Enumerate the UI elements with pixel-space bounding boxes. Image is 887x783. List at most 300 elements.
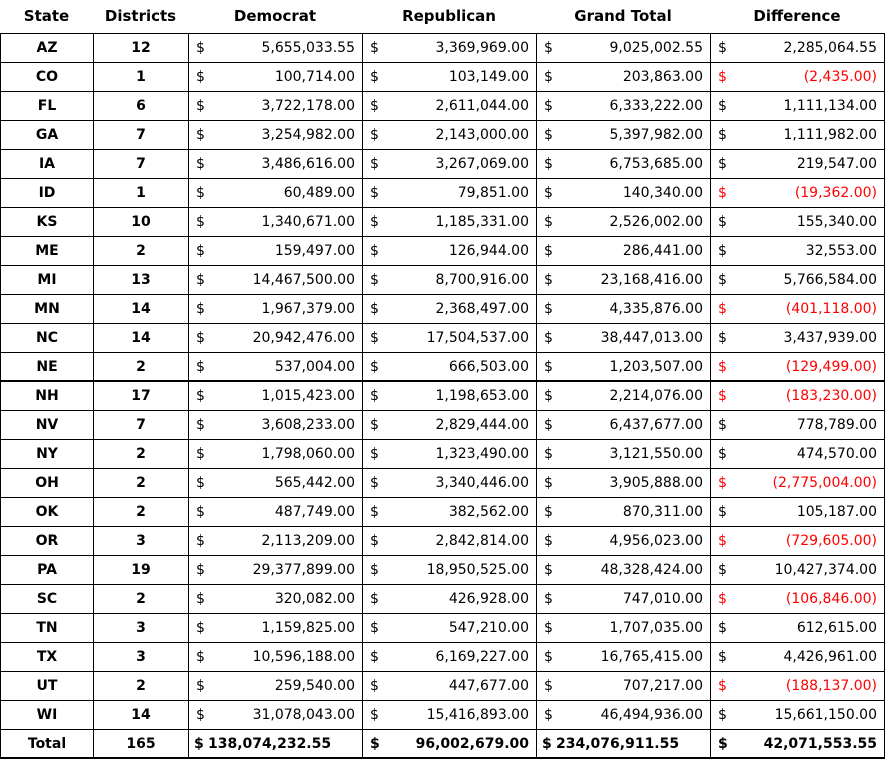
republican-cell[interactable]: [363, 237, 537, 265]
amount: 487,749.00: [274, 504, 355, 520]
grand-total-cell[interactable]: [537, 643, 711, 671]
table-row: [1, 63, 885, 92]
democrat-cell[interactable]: [189, 527, 363, 555]
republican-cell[interactable]: [363, 701, 537, 729]
democrat-cell[interactable]: [189, 324, 363, 352]
amount: 426,928.00: [448, 591, 529, 607]
districts-cell[interactable]: 3: [94, 643, 189, 671]
republican-cell[interactable]: [363, 643, 537, 671]
difference-cell[interactable]: [711, 701, 885, 729]
grand-total-cell[interactable]: [537, 208, 711, 236]
data-grid: [0, 33, 885, 759]
state-cell[interactable]: UT: [1, 672, 94, 700]
amount: 4,335,876.00: [609, 301, 703, 317]
table-row: [1, 672, 885, 701]
amount: 3,437,939.00: [783, 330, 877, 346]
amount: 1,203,507.00: [609, 359, 703, 375]
difference-cell[interactable]: [711, 150, 885, 178]
currency-symbol: $: [196, 620, 205, 636]
currency-symbol: $: [544, 417, 553, 433]
republican-cell[interactable]: [363, 498, 537, 526]
currency-symbol: $: [196, 504, 205, 520]
state-cell[interactable]: NH: [1, 382, 94, 410]
table-row: [1, 614, 885, 643]
currency-symbol: $: [370, 40, 379, 56]
state-cell[interactable]: CO: [1, 63, 94, 91]
amount: 1,159,825.00: [261, 620, 355, 636]
grand-total-cell[interactable]: [537, 585, 711, 613]
state-cell[interactable]: ID: [1, 179, 94, 207]
difference-cell[interactable]: [711, 266, 885, 294]
districts-cell[interactable]: 10: [94, 208, 189, 236]
republican-cell[interactable]: [363, 353, 537, 381]
state-cell[interactable]: NV: [1, 411, 94, 439]
amount: 1,185,331.00: [435, 214, 529, 230]
grand-total-cell[interactable]: [537, 121, 711, 149]
state-cell[interactable]: NE: [1, 353, 94, 381]
currency-symbol: $: [544, 243, 553, 259]
grand-total-cell[interactable]: [537, 237, 711, 265]
currency-symbol: $: [544, 678, 553, 694]
state-cell[interactable]: KS: [1, 208, 94, 236]
state-cell[interactable]: SC: [1, 585, 94, 613]
currency-symbol: $: [718, 98, 727, 114]
democrat-cell[interactable]: [189, 469, 363, 497]
grand-total-cell[interactable]: [537, 672, 711, 700]
republican-cell[interactable]: [363, 672, 537, 700]
republican-cell[interactable]: [363, 440, 537, 468]
currency-symbol: $: [718, 272, 727, 288]
difference-cell[interactable]: [711, 614, 885, 642]
republican-cell[interactable]: [363, 556, 537, 584]
grand-total-cell[interactable]: [537, 324, 711, 352]
table-row: [1, 208, 885, 237]
republican-cell[interactable]: [363, 34, 537, 62]
currency-symbol: $: [544, 707, 553, 723]
state-cell[interactable]: NY: [1, 440, 94, 468]
difference-cell[interactable]: [711, 440, 885, 468]
amount: 1,323,490.00: [435, 446, 529, 462]
currency-symbol: $: [196, 417, 205, 433]
table-row: [1, 34, 885, 63]
currency-symbol: $: [544, 272, 553, 288]
republican-cell[interactable]: [363, 266, 537, 294]
amount: 2,842,814.00: [435, 533, 529, 549]
amount: 474,570.00: [796, 446, 877, 462]
amount: 2,143,000.00: [435, 127, 529, 143]
difference-cell[interactable]: [711, 208, 885, 236]
amount: 32,553.00: [805, 243, 877, 259]
grand-total-cell[interactable]: [537, 63, 711, 91]
difference-cell[interactable]: [711, 353, 885, 381]
districts-cell[interactable]: 2: [94, 440, 189, 468]
difference-cell[interactable]: [711, 672, 885, 700]
state-cell[interactable]: AZ: [1, 34, 94, 62]
democrat-cell[interactable]: [189, 34, 363, 62]
districts-cell[interactable]: 14: [94, 324, 189, 352]
amount: 4,426,961.00: [783, 649, 877, 665]
difference-cell[interactable]: [711, 324, 885, 352]
difference-cell[interactable]: [711, 411, 885, 439]
currency-symbol: $: [544, 185, 553, 201]
amount: 320,082.00: [274, 591, 355, 607]
difference-cell[interactable]: [711, 585, 885, 613]
republican-cell[interactable]: [363, 324, 537, 352]
currency-symbol: $: [196, 98, 205, 114]
header-grand-total[interactable]: Grand Total: [574, 7, 672, 25]
republican-cell[interactable]: [363, 730, 537, 758]
table-row: [1, 469, 885, 498]
currency-symbol: $: [370, 214, 379, 230]
amount: 3,608,233.00: [261, 417, 355, 433]
currency-symbol: $: [370, 185, 379, 201]
democrat-cell[interactable]: [189, 556, 363, 584]
amount: 1,015,423.00: [261, 388, 355, 404]
democrat-cell[interactable]: [189, 614, 363, 642]
districts-cell[interactable]: 1: [94, 63, 189, 91]
amount: 1,707,035.00: [609, 620, 703, 636]
difference-cell[interactable]: [711, 295, 885, 323]
democrat-cell[interactable]: [189, 411, 363, 439]
democrat-cell[interactable]: [189, 295, 363, 323]
amount: 2,829,444.00: [435, 417, 529, 433]
difference-cell[interactable]: [711, 121, 885, 149]
amount: 6,437,677.00: [609, 417, 703, 433]
amount: 234,076,911.55: [556, 736, 680, 752]
republican-cell[interactable]: [363, 208, 537, 236]
amount: 29,377,899.00: [252, 562, 355, 578]
currency-symbol: $: [718, 359, 727, 375]
democrat-cell[interactable]: [189, 92, 363, 120]
currency-symbol: $: [544, 504, 553, 520]
currency-symbol: $: [370, 620, 379, 636]
amount: 10,427,374.00: [774, 562, 877, 578]
header-districts[interactable]: Districts: [104, 7, 177, 25]
republican-cell[interactable]: [363, 92, 537, 120]
amount: 3,340,446.00: [435, 475, 529, 491]
amount: 42,071,553.55: [763, 736, 877, 752]
districts-cell[interactable]: 3: [94, 527, 189, 555]
currency-symbol: $: [370, 591, 379, 607]
democrat-cell[interactable]: [189, 701, 363, 729]
districts-cell[interactable]: 14: [94, 295, 189, 323]
democrat-cell[interactable]: [189, 730, 363, 758]
districts-cell[interactable]: 6: [94, 92, 189, 120]
grand-total-cell[interactable]: [537, 498, 711, 526]
democrat-cell[interactable]: [189, 353, 363, 381]
amount: 9,025,002.55: [609, 40, 703, 56]
difference-cell[interactable]: [711, 92, 885, 120]
difference-cell[interactable]: [711, 237, 885, 265]
amount: 17,504,537.00: [426, 330, 529, 346]
democrat-cell[interactable]: [189, 179, 363, 207]
total-row: [1, 730, 885, 759]
amount: 3,254,982.00: [261, 127, 355, 143]
districts-cell[interactable]: 2: [94, 353, 189, 381]
republican-cell[interactable]: [363, 179, 537, 207]
currency-symbol: $: [718, 736, 728, 752]
grand-total-cell[interactable]: [537, 266, 711, 294]
amount: 60,489.00: [283, 185, 355, 201]
difference-cell[interactable]: [711, 643, 885, 671]
difference-cell[interactable]: [711, 179, 885, 207]
amount: 140,340.00: [622, 185, 703, 201]
state-cell[interactable]: OK: [1, 498, 94, 526]
democrat-cell[interactable]: [189, 672, 363, 700]
difference-cell[interactable]: [711, 498, 885, 526]
democrat-cell[interactable]: [189, 498, 363, 526]
state-cell[interactable]: MI: [1, 266, 94, 294]
democrat-cell[interactable]: [189, 237, 363, 265]
districts-cell[interactable]: 2: [94, 672, 189, 700]
amount: 138,074,232.55: [208, 736, 332, 752]
difference-cell[interactable]: [711, 730, 885, 758]
currency-symbol: $: [544, 127, 553, 143]
amount: 15,661,150.00: [774, 707, 877, 723]
table-row: [1, 643, 885, 672]
amount: 14,467,500.00: [252, 272, 355, 288]
grand-total-cell[interactable]: [537, 295, 711, 323]
table-row: [1, 440, 885, 469]
districts-cell[interactable]: 19: [94, 556, 189, 584]
state-cell[interactable]: PA: [1, 556, 94, 584]
currency-symbol: $: [196, 388, 205, 404]
amount: 565,442.00: [274, 475, 355, 491]
amount: 3,369,969.00: [435, 40, 529, 56]
amount: (183,230.00): [785, 388, 877, 404]
currency-symbol: $: [370, 69, 379, 85]
table-row: [1, 266, 885, 295]
amount: 447,677.00: [448, 678, 529, 694]
state-cell[interactable]: FL: [1, 92, 94, 120]
grand-total-cell[interactable]: [537, 353, 711, 381]
table-row: [1, 295, 885, 324]
districts-cell[interactable]: 12: [94, 34, 189, 62]
districts-cell[interactable]: 14: [94, 701, 189, 729]
amount: 1,340,671.00: [261, 214, 355, 230]
amount: 2,526,002.00: [609, 214, 703, 230]
amount: 3,905,888.00: [609, 475, 703, 491]
grand-total-cell[interactable]: [537, 34, 711, 62]
amount: 219,547.00: [796, 156, 877, 172]
districts-cell[interactable]: 2: [94, 498, 189, 526]
amount: 159,497.00: [274, 243, 355, 259]
democrat-cell[interactable]: [189, 208, 363, 236]
democrat-cell[interactable]: [189, 585, 363, 613]
table-row: [1, 701, 885, 730]
currency-symbol: $: [718, 446, 727, 462]
state-cell[interactable]: ME: [1, 237, 94, 265]
state-cell[interactable]: WI: [1, 701, 94, 729]
amount: 3,267,069.00: [435, 156, 529, 172]
districts-cell[interactable]: 1: [94, 179, 189, 207]
currency-symbol: $: [196, 272, 205, 288]
currency-symbol: $: [370, 504, 379, 520]
democrat-cell[interactable]: [189, 150, 363, 178]
grand-total-cell[interactable]: [537, 730, 711, 758]
currency-symbol: $: [544, 562, 553, 578]
republican-cell[interactable]: [363, 469, 537, 497]
currency-symbol: $: [370, 388, 379, 404]
state-cell[interactable]: OR: [1, 527, 94, 555]
grand-total-cell[interactable]: [537, 382, 711, 410]
grand-total-cell[interactable]: [537, 440, 711, 468]
grand-total-cell[interactable]: [537, 701, 711, 729]
amount: 3,486,616.00: [261, 156, 355, 172]
districts-cell[interactable]: 17: [94, 382, 189, 410]
currency-symbol: $: [370, 736, 380, 752]
currency-symbol: $: [718, 388, 727, 404]
democrat-cell[interactable]: [189, 63, 363, 91]
total-districts-cell[interactable]: 165: [94, 730, 189, 758]
republican-cell[interactable]: [363, 63, 537, 91]
header-democrat[interactable]: Democrat: [233, 7, 317, 25]
districts-cell[interactable]: 7: [94, 121, 189, 149]
amount: 778,789.00: [796, 417, 877, 433]
currency-symbol: $: [196, 533, 205, 549]
currency-symbol: $: [718, 69, 727, 85]
grand-total-cell[interactable]: [537, 469, 711, 497]
header-republican[interactable]: Republican: [402, 7, 496, 25]
header-row: [0, 0, 887, 33]
grand-total-cell[interactable]: [537, 411, 711, 439]
currency-symbol: $: [718, 562, 727, 578]
currency-symbol: $: [370, 649, 379, 665]
amount: 46,494,936.00: [600, 707, 703, 723]
currency-symbol: $: [544, 330, 553, 346]
districts-cell[interactable]: 2: [94, 237, 189, 265]
democrat-cell[interactable]: [189, 266, 363, 294]
amount: 16,765,415.00: [600, 649, 703, 665]
amount: 3,121,550.00: [609, 446, 703, 462]
difference-cell[interactable]: [711, 469, 885, 497]
amount: 10,596,188.00: [252, 649, 355, 665]
districts-cell[interactable]: 2: [94, 469, 189, 497]
amount: 870,311.00: [622, 504, 703, 520]
table-row: [1, 324, 885, 353]
table-row: [1, 527, 885, 556]
amount: 2,611,044.00: [435, 98, 529, 114]
amount: 5,655,033.55: [261, 40, 355, 56]
amount: 23,168,416.00: [600, 272, 703, 288]
currency-symbol: $: [718, 620, 727, 636]
currency-symbol: $: [370, 98, 379, 114]
currency-symbol: $: [370, 156, 379, 172]
democrat-cell[interactable]: [189, 643, 363, 671]
amount: 8,700,916.00: [435, 272, 529, 288]
amount: 103,149.00: [448, 69, 529, 85]
currency-symbol: $: [370, 446, 379, 462]
header-difference[interactable]: Difference: [753, 7, 841, 25]
republican-cell[interactable]: [363, 121, 537, 149]
amount: (188,137.00): [785, 678, 877, 694]
difference-cell[interactable]: [711, 34, 885, 62]
currency-symbol: $: [544, 533, 553, 549]
amount: 38,447,013.00: [600, 330, 703, 346]
districts-cell[interactable]: 2: [94, 585, 189, 613]
amount: 15,416,893.00: [426, 707, 529, 723]
currency-symbol: $: [718, 591, 727, 607]
democrat-cell[interactable]: [189, 382, 363, 410]
currency-symbol: $: [544, 388, 553, 404]
amount: 5,766,584.00: [783, 272, 877, 288]
total-label-cell[interactable]: Total: [1, 730, 94, 758]
grand-total-cell[interactable]: [537, 527, 711, 555]
currency-symbol: $: [718, 214, 727, 230]
state-cell[interactable]: MN: [1, 295, 94, 323]
difference-cell[interactable]: [711, 382, 885, 410]
amount: 666,503.00: [448, 359, 529, 375]
amount: 2,113,209.00: [261, 533, 355, 549]
amount: 2,285,064.55: [783, 40, 877, 56]
amount: 1,111,982.00: [783, 127, 877, 143]
table-row: [1, 179, 885, 208]
currency-symbol: $: [196, 649, 205, 665]
currency-symbol: $: [196, 446, 205, 462]
republican-cell[interactable]: [363, 382, 537, 410]
republican-cell[interactable]: [363, 411, 537, 439]
currency-symbol: $: [196, 301, 205, 317]
republican-cell[interactable]: [363, 295, 537, 323]
state-cell[interactable]: TX: [1, 643, 94, 671]
currency-symbol: $: [718, 127, 727, 143]
difference-cell[interactable]: [711, 527, 885, 555]
districts-cell[interactable]: 7: [94, 411, 189, 439]
amount: 105,187.00: [796, 504, 877, 520]
amount: (401,118.00): [785, 301, 877, 317]
currency-symbol: $: [544, 214, 553, 230]
districts-cell[interactable]: 13: [94, 266, 189, 294]
amount: 1,111,134.00: [783, 98, 877, 114]
amount: 747,010.00: [622, 591, 703, 607]
state-cell[interactable]: NC: [1, 324, 94, 352]
currency-symbol: $: [544, 446, 553, 462]
grand-total-cell[interactable]: [537, 92, 711, 120]
state-cell[interactable]: TN: [1, 614, 94, 642]
currency-symbol: $: [370, 127, 379, 143]
difference-cell[interactable]: [711, 556, 885, 584]
state-cell[interactable]: OH: [1, 469, 94, 497]
amount: 6,169,227.00: [435, 649, 529, 665]
currency-symbol: $: [194, 736, 204, 752]
currency-symbol: $: [718, 678, 727, 694]
grand-total-cell[interactable]: [537, 614, 711, 642]
districts-cell[interactable]: 7: [94, 150, 189, 178]
democrat-cell[interactable]: [189, 440, 363, 468]
republican-cell[interactable]: [363, 527, 537, 555]
amount: 2,368,497.00: [435, 301, 529, 317]
republican-cell[interactable]: [363, 585, 537, 613]
democrat-cell[interactable]: [189, 121, 363, 149]
currency-symbol: $: [196, 330, 205, 346]
grand-total-cell[interactable]: [537, 556, 711, 584]
republican-cell[interactable]: [363, 150, 537, 178]
grand-total-cell[interactable]: [537, 179, 711, 207]
amount: 6,333,222.00: [609, 98, 703, 114]
amount: 1,198,653.00: [435, 388, 529, 404]
amount: 18,950,525.00: [426, 562, 529, 578]
state-cell[interactable]: GA: [1, 121, 94, 149]
state-cell[interactable]: IA: [1, 150, 94, 178]
currency-symbol: $: [196, 591, 205, 607]
republican-cell[interactable]: [363, 614, 537, 642]
grand-total-cell[interactable]: [537, 150, 711, 178]
header-state[interactable]: State: [23, 7, 70, 25]
currency-symbol: $: [370, 707, 379, 723]
districts-cell[interactable]: 3: [94, 614, 189, 642]
currency-symbol: $: [544, 620, 553, 636]
difference-cell[interactable]: [711, 63, 885, 91]
